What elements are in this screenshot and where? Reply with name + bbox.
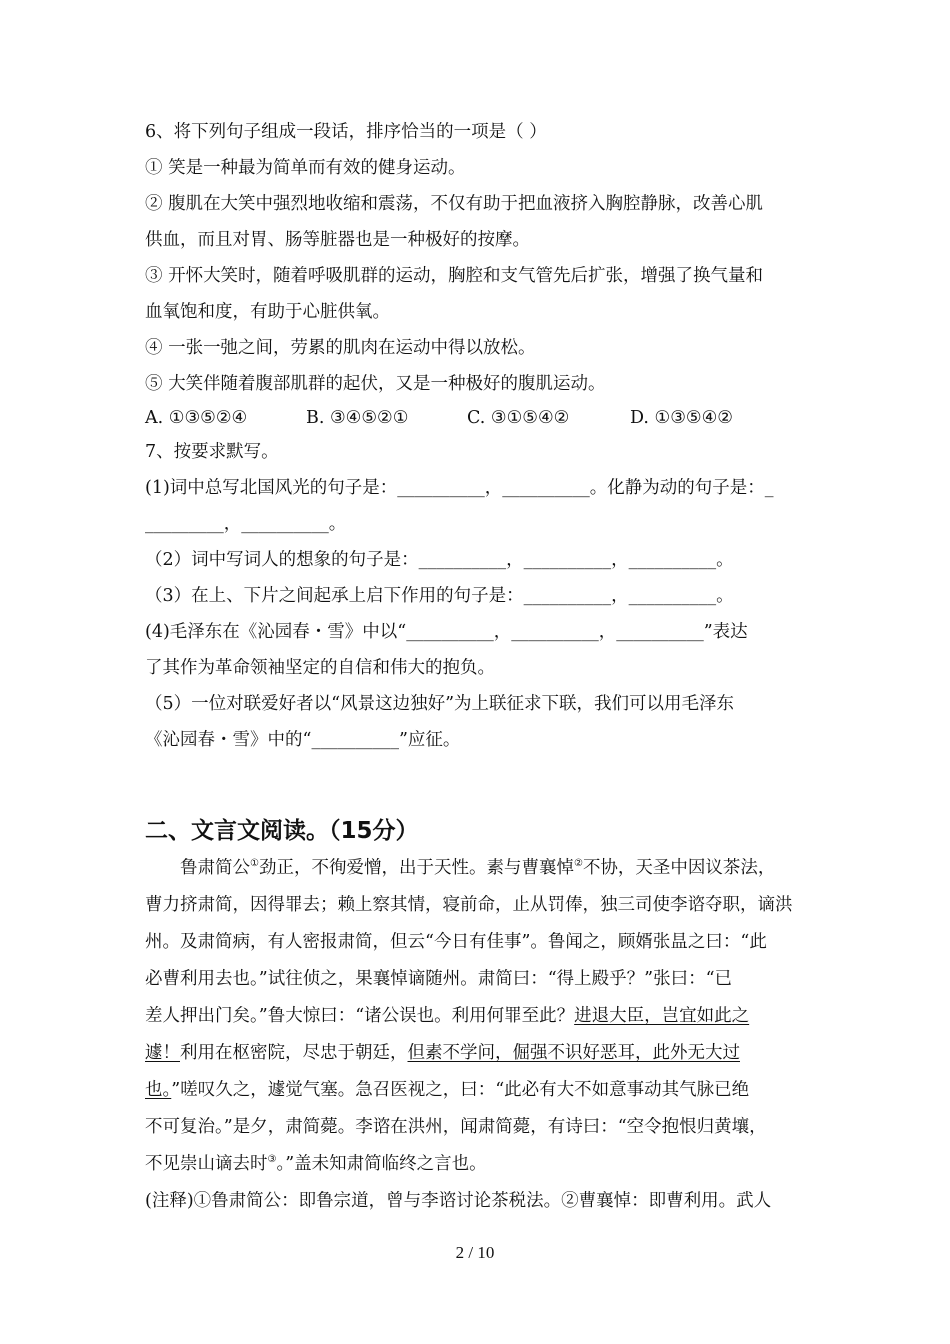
q7-part-5-cont: 《沁园春・雪》中的“__________”应征。 [145,730,461,750]
passage-line-8: 不可复治。”是夕，肃简薨。李谘在洪州，闻肃简薨，有诗曰：“空令抱恨归黄壤， [145,1117,767,1137]
q7-part-1-cont: _________，__________。 [145,514,347,534]
q6-stem: 6、将下列句子组成一段话，排序恰当的一项是（ ） [145,122,547,142]
q7-part-4-cont: 了其作为革命领袖坚定的自信和伟大的抱负。 [145,658,495,678]
passage-line-7: 也。”嗟叹久之，遽觉气塞。急召医视之，曰：“此必有大不如意事动其气脉已绝 [145,1080,750,1100]
passage-line-1: 鲁肃简公①劲正，不徇爱憎，出于天性。素与曹襄悼②不协，天圣中因议茶法， [180,858,776,878]
section-title: 二、文言文阅读。（15分） [145,818,419,844]
q6-option-b: B. ③④⑤②① [306,408,409,428]
q7-part-3: （3）在上、下片之间起承上启下作用的句子是：__________，__________。 [145,586,734,606]
q6-sentence-5: ⑤ 大笑伴随着腹部肌群的起伏，又是一种极好的腹肌运动。 [145,374,606,394]
q7-part-4: (4)毛泽东在《沁园春・雪》中以“__________，__________，__________”表达 [145,622,748,642]
annotation-note: (注释)①鲁肃简公：即鲁宗道，曾与李谘讨论茶税法。②曹襄悼：即曹利用。武人 [145,1191,772,1211]
q7-part-5: （5）一位对联爱好者以“风景这边独好”为上联征求下联，我们可以用毛泽东 [145,694,735,714]
q6-option-d: D. ①③⑤④② [630,408,733,428]
q6-sentence-2-cont: 供血，而且对胃、肠等脏器也是一种极好的按摩。 [145,230,530,250]
q6-sentence-3-cont: 血氧饱和度，有助于心脏供氧。 [145,302,390,322]
underlined-phrase: 也。 [145,1080,172,1100]
passage-line-2: 曹力挤肃简，因得罪去；赖上察其情，寝前命，止从罚俸，独三司使李谘夺职，谪洪 [145,895,793,915]
page-number: 2 / 10 [455,1243,495,1262]
q6-sentence-3: ③ 开怀大笑时，随着呼吸肌群的运动，胸腔和支气管先后扩张，增强了换气量和 [145,266,764,286]
q7-part-2: （2）词中写词人的想象的句子是：__________，__________，__________。 [145,550,734,570]
q6-sentence-4: ④ 一张一弛之间，劳累的肌肉在运动中得以放松。 [145,338,536,358]
q6-option-c: C. ③①⑤④② [467,408,570,428]
underlined-phrase: 遽！ [145,1043,180,1063]
q6-sentence-1: ① 笑是一种最为简单而有效的健身运动。 [145,158,466,178]
underlined-phrase: 但素不学问，倔强不识好恶耳，此外无大过 [407,1043,740,1063]
q7-part-1: (1)词中总写北国风光的句子是：__________，__________。化静为动的句子是：_ [145,478,774,498]
q6-sentence-2: ② 腹肌在大笑中强烈地收缩和震荡，不仅有助于把血液挤入胸腔静脉，改善心肌 [145,194,764,214]
passage-line-4: 必曹利用去也。”试往侦之，果襄悼谪随州。肃简曰：“得上殿乎？”张曰：“已 [145,969,733,989]
passage-line-9: 不见崇山谪去时③。”盖未知肃简临终之言也。 [145,1154,487,1174]
passage-line-6: 遽！利用在枢密院，尽忠于朝廷，但素不学问，倔强不识好恶耳，此外无大过 [145,1043,740,1063]
passage-line-5: 差人押出门矣。”鲁大惊曰：“诸公误也。利用何罪至此？进退大臣，岂宜如此之 [145,1006,750,1026]
q7-stem: 7、按要求默写。 [145,442,279,462]
q6-option-a: A. ①③⑤②④ [145,408,248,428]
underlined-phrase: 进退大臣，岂宜如此之 [574,1006,750,1026]
passage-line-3: 州。及肃简病，有人密报肃简，但云“今日有佳事”。鲁闻之，顾婿张昷之曰：“此 [145,932,767,952]
